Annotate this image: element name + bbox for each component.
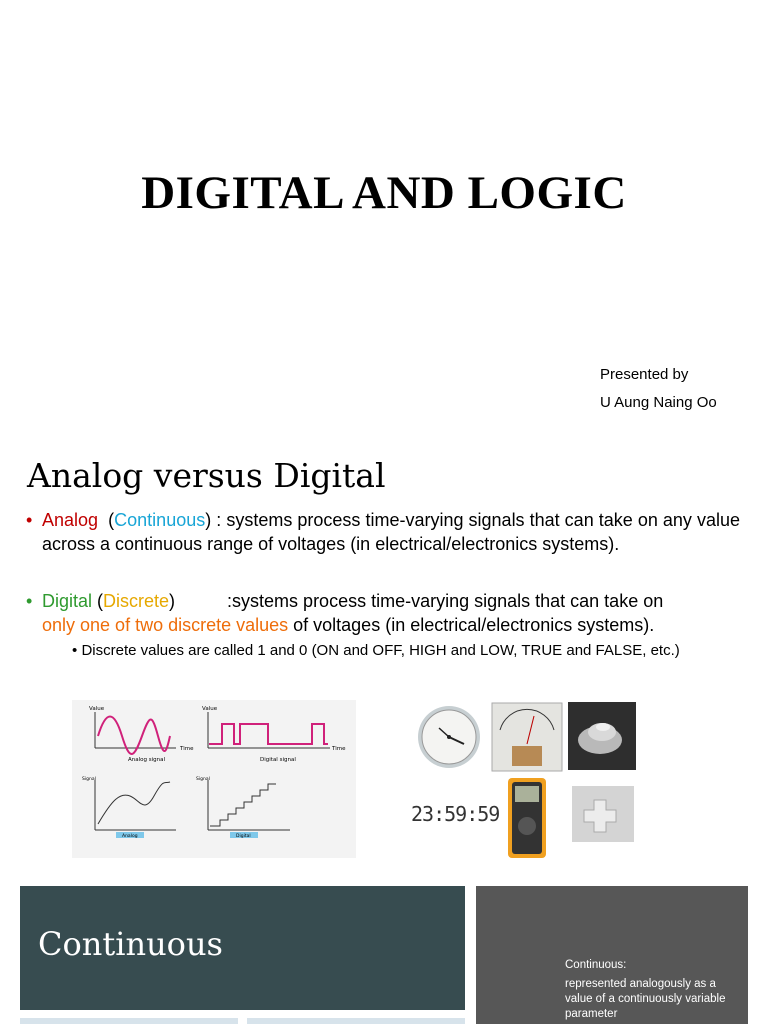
digital-term: Digital bbox=[42, 591, 93, 611]
dpad-button-icon bbox=[572, 786, 634, 842]
multimeter-icon bbox=[508, 778, 546, 858]
digital-staircase-plot bbox=[208, 780, 290, 838]
slide-heading: Analog versus Digital bbox=[27, 456, 386, 495]
discrete-values-highlight: only one of two discrete values bbox=[42, 615, 289, 635]
card-strip bbox=[247, 1018, 465, 1024]
analog-tag: Analog bbox=[122, 834, 138, 839]
bullet-digital: • Digital (Discrete) :systems process time-varying signals that can take on only one of two discrete values of voltages (in electrical/electronics systems). bbox=[26, 591, 664, 635]
analog-clock-icon bbox=[418, 706, 480, 768]
digital-tag: Digital bbox=[236, 834, 251, 839]
value-axis-label: Value bbox=[202, 706, 218, 712]
card-strip bbox=[20, 1018, 238, 1024]
continuous-card-title: Continuous bbox=[38, 925, 223, 963]
voltmeter-icon bbox=[492, 703, 562, 771]
signal-diagram bbox=[72, 700, 356, 858]
signal-axis-label: Signal bbox=[82, 777, 96, 782]
presented-by-label: Presented by bbox=[600, 366, 689, 383]
continuous-note-label: Continuous: bbox=[565, 959, 627, 971]
bullet-dot: • bbox=[26, 510, 33, 530]
time-axis-label: Time bbox=[332, 746, 346, 752]
digital-clock-icon bbox=[411, 802, 500, 828]
digital-clock-readout: 23:59:59 bbox=[411, 802, 500, 826]
analog-caption: Analog signal bbox=[128, 757, 166, 763]
digital-description-a: :systems process time-varying signals that can take on bbox=[227, 591, 664, 611]
bullet-analog: • Analog (Continuous) : systems process time-varying signals that can take on any value across a continuous range of voltages (in electrical/electronics systems). bbox=[26, 510, 740, 554]
bullet-dot: • bbox=[72, 642, 78, 659]
value-axis-label: Value bbox=[89, 706, 105, 712]
digital-caption: Digital signal bbox=[260, 757, 296, 763]
continuous-term: Continuous bbox=[114, 510, 206, 530]
bullet-dot: • bbox=[26, 591, 33, 611]
slide-title: DIGITAL AND LOGIC bbox=[141, 167, 627, 219]
digital-description-b: of voltages (in electrical/electronics systems). bbox=[288, 615, 655, 635]
analog-curve-plot bbox=[95, 780, 176, 838]
discrete-term: Discrete bbox=[103, 591, 170, 611]
continuous-note-text: represented analogously as a value of a continuously variable parameter bbox=[565, 978, 726, 1020]
device-icon-grid bbox=[408, 700, 640, 860]
analog-term: Analog bbox=[42, 510, 99, 530]
analog-signal-plot bbox=[95, 712, 176, 754]
digital-signal-plot bbox=[208, 712, 330, 748]
presenter-name: U Aung Naing Oo bbox=[600, 394, 717, 411]
sub-bullet-text: Discrete values are called 1 and 0 (ON and OFF, HIGH and LOW, TRUE and FALSE, etc.) bbox=[81, 642, 680, 659]
time-axis-label: Time bbox=[180, 746, 194, 752]
sub-bullet-discrete-values bbox=[72, 642, 680, 659]
analog-description: : systems process time-varying signals that can take on any value across a continuous range of voltages (in electrical/electronics systems). bbox=[42, 510, 740, 554]
signal-axis-label: Signal bbox=[196, 777, 210, 782]
dial-knob-icon bbox=[568, 702, 636, 770]
